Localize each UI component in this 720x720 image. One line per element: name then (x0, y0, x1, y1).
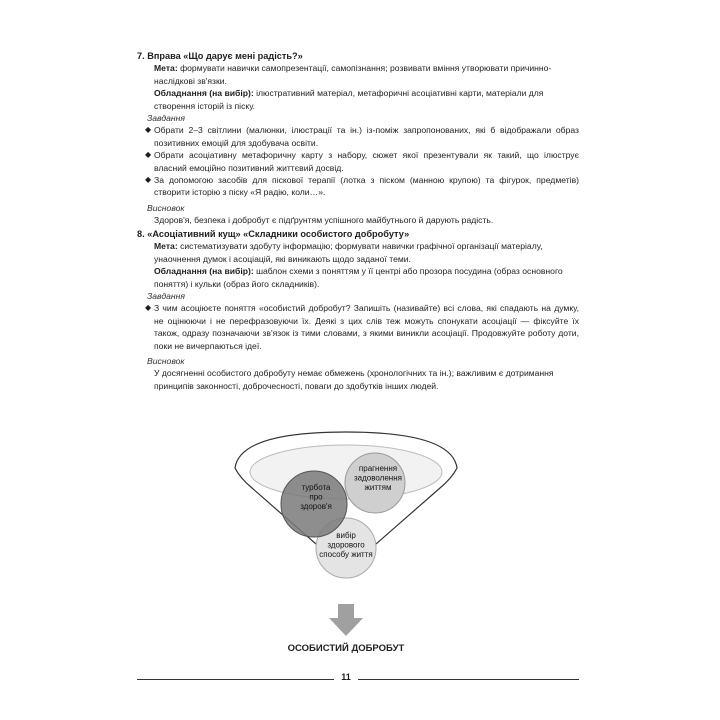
tasks-label: Завдання (147, 291, 185, 302)
circle-label-line: здоров'я (300, 502, 332, 511)
circle-label-line: вибір (336, 531, 356, 540)
goal-text: систематизувати здобуту інформацію; формувати навички графічної організації матеріалу, унаочнення думок і асоціацій, які виникають щодо заданої теми. (154, 241, 543, 264)
circle-label-line: здорового (327, 540, 365, 550)
goal-label: Мета: (154, 63, 178, 74)
bullet-icon: ◆ (145, 150, 152, 160)
goal-label: Мета: (154, 241, 178, 252)
task-item: ◆ Обрати асоціативну метафоричну карту з набору, сюжет якої презентували як такий, що ілюструє власний емоційно позитивний життєвий досвід. (145, 150, 579, 173)
circle-label-line: прагнення (358, 464, 398, 473)
equipment-label: Обладнання (на вибір): (154, 266, 254, 277)
tasks-label: Завдання (147, 113, 185, 124)
conclusion-text: Здоров'я, безпека і добробут є підґрунтям успішного майбутнього й дарують радість. (154, 215, 494, 226)
conclusion-label: Висновок (147, 202, 185, 213)
circle-label-line: задоволення (354, 473, 402, 483)
bullet-icon: ◆ (145, 303, 152, 313)
task-item: ◆ З чим асоціюєте поняття «особистий добробут? Запишіть (називайте) всі слова, які спадають на думку, не оцінюючи і не перефразовуючи їх. Деякі з цих слів теж можуть спонукати асоціації — фіксуйте їх також, одразу позначаючи зв'язок із тими словами, з якими виникли асоціації. Продовжуйте роботу доти, поки не вичерпаються ідеї. (145, 303, 579, 351)
circle-label-line: способу життя (319, 550, 373, 559)
page-number: 11 (341, 672, 351, 682)
exercise-8-title: 8. «Асоціативний кущ» «Складники особистого добробуту» (137, 229, 410, 239)
goal-text: формувати навички самопрезентації, самопізнання; розвивати вміння утворювати причинно-наслідкові зв'язки. (154, 63, 552, 86)
circle-label-line: турбота (301, 483, 331, 492)
exercise-7-title: 7. Вправа «Що дарує мені радість?» (137, 51, 303, 61)
conclusion-text: У досягненні особистого добробуту немає обмежень (хронологічних та ін.); важливим є дотримання принципів законності, доброчесності, поваги до здобутків інших людей. (154, 368, 554, 391)
equipment-label: Обладнання (на вибір): (154, 88, 254, 99)
conclusion-label: Висновок (147, 356, 185, 367)
task-item: ◆ Обрати 2–3 світлини (малюнки, ілюстрації та ін.) із-поміж запропонованих, які б відображали образ позитивних емоцій для здобувача освіти. (145, 125, 579, 148)
circle-label-line: життям (364, 483, 392, 492)
footer-rule-right (358, 679, 579, 680)
circle-label-line: про (309, 492, 323, 502)
task-item: ◆ За допомогою засобів для піскової терапії (лотка з піском (манною крупою) та фігурок, предметів) створити історію з піску «Я радію, коли…». (145, 175, 579, 198)
equipment-text: ілюстративний матеріал, метафоричні асоціативні карти, матеріали для створення історій із піску. (154, 88, 544, 111)
equipment-text: шаблон схеми з поняттям у її центрі або прозора посудина (образ основного поняття) і кульки (образ його складників). (154, 266, 563, 289)
bullet-icon: ◆ (145, 175, 152, 185)
diagram-caption: ОСОБИСТИЙ ДОБРОБУТ (287, 643, 405, 654)
footer-rule-left (137, 679, 334, 680)
down-arrow-icon (329, 604, 363, 636)
bullet-icon: ◆ (145, 125, 152, 135)
